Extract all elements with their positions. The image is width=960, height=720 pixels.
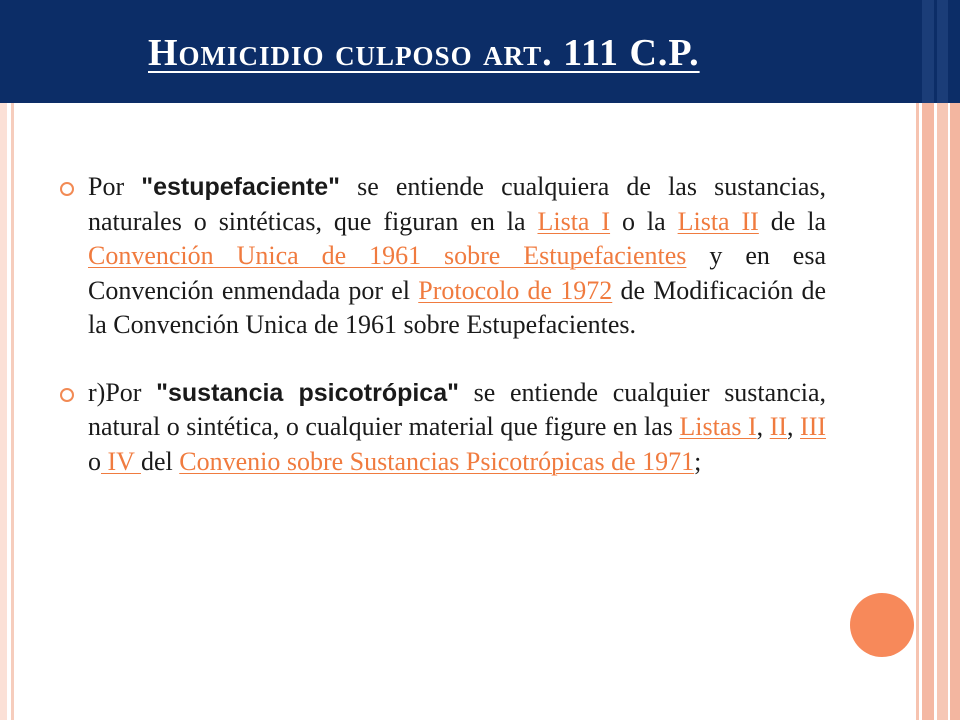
text: r)Por — [88, 377, 157, 407]
left-border-decoration — [0, 103, 18, 720]
slide-content — [60, 170, 826, 479]
text: se entiende cualquier sustancia, natural o sintética, o cualquier material que figure en las — [88, 377, 826, 441]
text: ; — [694, 446, 702, 476]
text: y en esa Convención enmendada por el — [88, 241, 826, 305]
text: se entiende cualquiera de las sustancias, naturales o sintéticas, que figuran en la — [88, 172, 826, 236]
link-convenio-psicotropicas-1971[interactable]: Convenio sobre Sustancias Psicotrópicas de 1971 — [179, 446, 695, 476]
text: de la — [758, 206, 826, 236]
text: de Modificación de la Convención Unica de 1961 sobre Estupefacientes. — [88, 275, 826, 339]
text: , — [787, 412, 801, 441]
accent-circle — [850, 593, 914, 657]
slide-title: Homicidio culposo art. 111 C.P. — [148, 32, 700, 74]
title-bar — [0, 0, 960, 103]
link-lista-i[interactable]: Lista I — [537, 206, 611, 236]
link-iv[interactable]: IV — [101, 446, 141, 476]
bullet-sustancia-psicotropica — [60, 376, 826, 480]
link-iii[interactable]: III — [800, 412, 827, 441]
bullet-circle-icon — [60, 182, 74, 196]
bullet-estupefaciente — [60, 170, 826, 343]
link-convencion-unica-1961[interactable]: Convención Unica de 1961 sobre Estupefacientes — [88, 241, 687, 270]
text: , — [756, 412, 770, 441]
link-ii[interactable]: II — [769, 412, 788, 441]
text: o — [88, 446, 101, 476]
link-listas-i[interactable]: Listas I — [679, 412, 757, 441]
link-lista-ii[interactable]: Lista II — [677, 206, 759, 236]
bullet-circle-icon — [60, 388, 74, 402]
right-border-decoration — [912, 103, 960, 720]
link-protocolo-1972[interactable]: Protocolo de 1972 — [418, 275, 613, 305]
term-estupefaciente: "estupefaciente" — [141, 173, 341, 201]
term-sustancia-psicotropica: "sustancia psicotrópica" — [156, 378, 459, 407]
text: o la — [610, 206, 678, 236]
text: Por — [88, 172, 142, 201]
text: del — [140, 446, 180, 476]
right-border-decoration-top — [912, 0, 960, 103]
